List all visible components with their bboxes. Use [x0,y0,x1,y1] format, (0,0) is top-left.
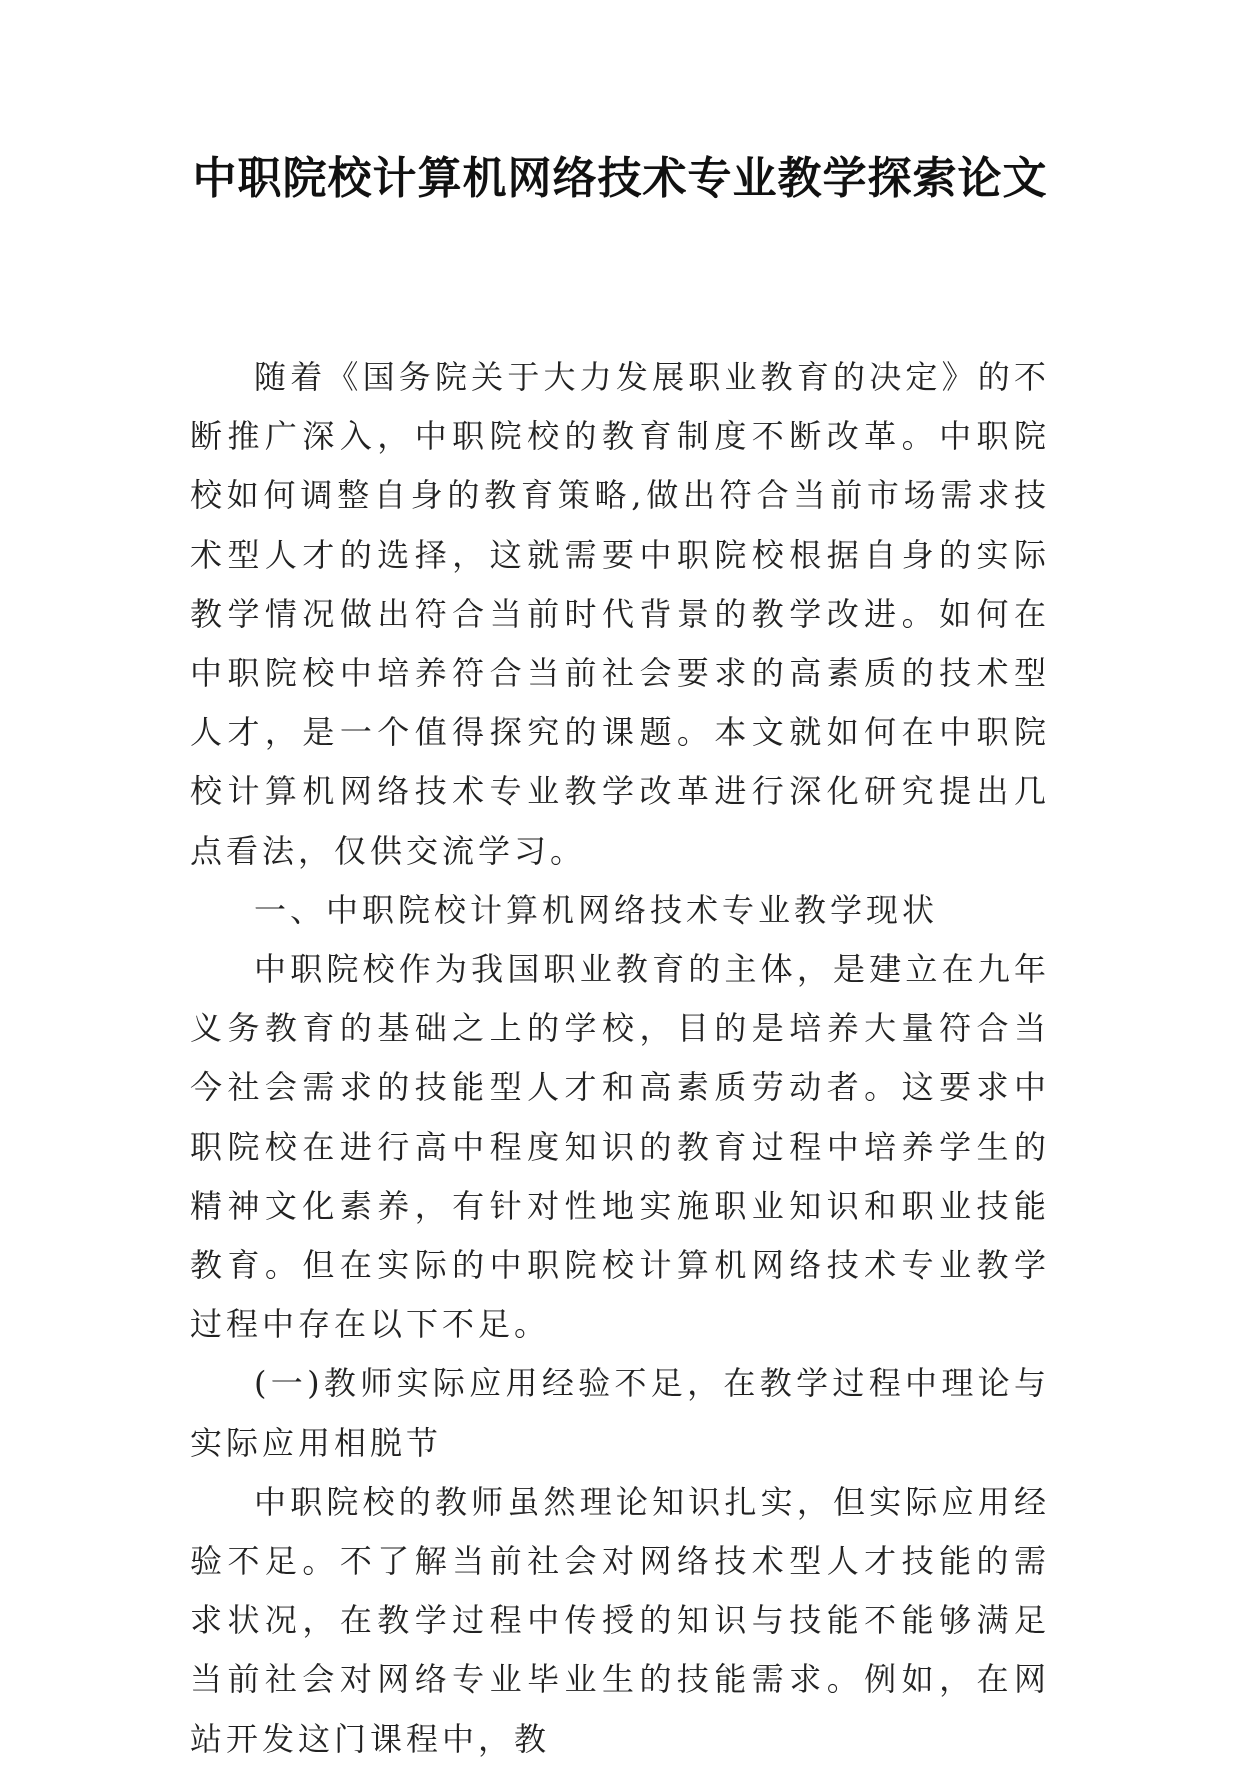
paragraph-subsection-1: 中职院校的教师虽然理论知识扎实，但实际应用经验不足。不了解当前社会对网络技术型人才技能的需求状况，在教学过程中传授的知识与技能不能够满足当前社会对网络专业毕业生的技能需求。例如，在网站开发这门课程中，教 [190,1482,1050,1758]
subsection-heading-1: (一)教师实际应用经验不足，在教学过程中理论与实际应用相脱节 [190,1364,1050,1462]
section-heading-1: 一、中职院校计算机网络技术专业教学现状 [254,890,939,929]
document-body [190,348,1050,1769]
paragraph-section-1: 中职院校作为我国职业教育的主体，是建立在九年义务教育的基础之上的学校，目的是培养大量符合当今社会需求的技能型人才和高素质劳动者。这要求中职院校在进行高中程度知识的教育过程中培养学生的精神文化素养，有针对性地实施职业知识和职业技能教育。但在实际的中职院校计算机网络技术专业教学过程中存在以下不足。 [190,950,1050,1344]
paragraph-intro: 随着《国务院关于大力发展职业教育的决定》的不断推广深入，中职院校的教育制度不断改革。中职院校如何调整自身的教育策略,做出符合当前市场需求技术型人才的选择，这就需要中职院校根据自身的实际教学情况做出符合当前时代背景的教学改进。如何在中职院校中培养符合当前社会要求的高素质的技术型人才，是一个值得探究的课题。本文就如何在中职院校计算机网络技术专业教学改革进行深化研究提出几点看法，仅供交流学习。 [190,358,1050,870]
document-title: 中职院校计算机网络技术专业教学探索论文 [192,153,1048,204]
